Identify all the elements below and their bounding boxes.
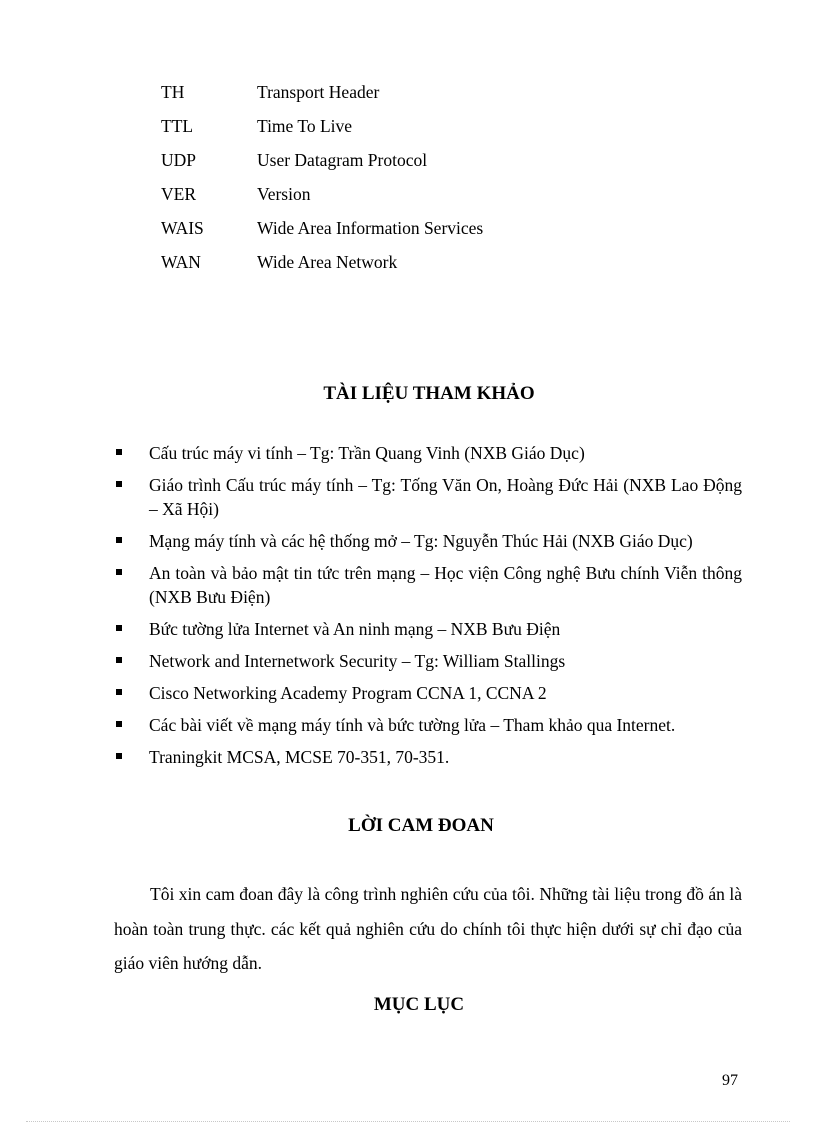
- abbreviation-meaning: Version: [257, 184, 311, 204]
- square-bullet-icon: [116, 537, 122, 543]
- square-bullet-icon: [116, 449, 122, 455]
- reference-text: Network and Internetwork Security – Tg: William Stallings: [149, 651, 566, 671]
- reference-text: An toàn và bảo mật tin tức trên mạng – Học viện Công nghệ Bưu chính Viễn thông (NXB Bưu Điện): [149, 563, 742, 607]
- abbreviation-meaning: Wide Area Network: [257, 252, 398, 272]
- declaration-heading: LỜI CAM ĐOAN: [348, 815, 494, 836]
- square-bullet-icon: [116, 625, 122, 631]
- abbreviation-meaning: Transport Header: [257, 82, 380, 102]
- abbreviation-term: VER: [161, 184, 196, 204]
- square-bullet-icon: [116, 657, 122, 663]
- reference-text: Giáo trình Cấu trúc máy tính – Tg: Tống Văn On, Hoàng Đức Hải (NXB Lao Động – Xã Hội): [149, 475, 742, 519]
- square-bullet-icon: [116, 569, 122, 575]
- abbreviation-meaning: User Datagram Protocol: [257, 150, 428, 170]
- references-list: [112, 441, 742, 777]
- square-bullet-icon: [116, 689, 122, 695]
- reference-item: [112, 681, 742, 705]
- square-bullet-icon: [116, 481, 122, 487]
- reference-item: [112, 713, 742, 737]
- reference-item: [112, 561, 742, 609]
- reference-text: Mạng máy tính và các hệ thống mở – Tg: Nguyễn Thúc Hải (NXB Giáo Dục): [149, 531, 693, 551]
- reference-text: Bức tường lửa Internet và An ninh mạng – NXB Bưu Điện: [149, 619, 561, 639]
- reference-text: Cấu trúc máy vi tính – Tg: Trần Quang Vinh (NXB Giáo Dục): [149, 443, 585, 463]
- reference-item: [112, 649, 742, 673]
- abbreviation-meaning: Time To Live: [257, 116, 353, 136]
- reference-item: [112, 529, 742, 553]
- reference-item: [112, 473, 742, 521]
- reference-item: [112, 617, 742, 641]
- square-bullet-icon: [116, 753, 122, 759]
- reference-text: Traningkit MCSA, MCSE 70-351, 70-351.: [149, 747, 450, 767]
- abbreviation-term: WAN: [161, 252, 201, 272]
- table-of-contents-heading: MỤC LỤC: [373, 994, 465, 1015]
- abbreviation-term: WAIS: [161, 218, 204, 238]
- footer-divider: [26, 1121, 790, 1122]
- abbreviation-meaning: Wide Area Information Services: [257, 218, 484, 238]
- abbreviation-term: TH: [161, 82, 185, 102]
- reference-text: Các bài viết về mạng máy tính và bức tường lửa – Tham khảo qua Internet.: [149, 715, 676, 735]
- reference-item: [112, 745, 742, 769]
- abbreviation-term: TTL: [161, 116, 194, 136]
- references-heading: TÀI LIỆU THAM KHẢO: [323, 383, 535, 404]
- reference-item: [112, 441, 742, 465]
- reference-text: Cisco Networking Academy Program CCNA 1, CCNA 2: [149, 683, 547, 703]
- square-bullet-icon: [116, 721, 122, 727]
- page-number: 97: [722, 1072, 738, 1089]
- declaration-paragraph: Tôi xin cam đoan đây là công trình nghiên cứu của tôi. Những tài liệu trong đồ án là hoàn toàn trung thực. các kết quả nghiên cứu do chính tôi thực hiện dưới sự chỉ đạo của giáo viên hướng dẫn.: [114, 884, 742, 973]
- abbreviation-term: UDP: [161, 150, 197, 170]
